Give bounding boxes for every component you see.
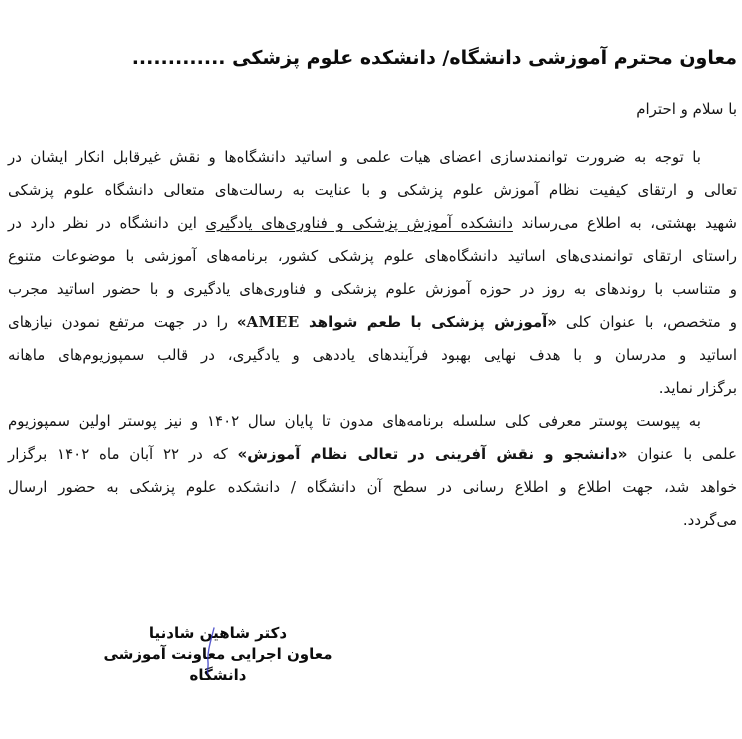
paragraph [8, 141, 737, 405]
text-segment: به پیوست پوستر معرفی کلی سلسله برنامه‌های مدون تا پایان سال ۱۴۰۲ و نیز پوستر اولین سمپوزیوم [8, 412, 701, 430]
text-segment: که در ۲۲ آبان ماه ۱۴۰۲ برگزار [8, 445, 238, 463]
text-segment: خواهد شد، جهت اطلاع و اطلاع رسانی در سطح آن دانشگاه / دانشکده علوم پزشکی به حضور ارسال [8, 478, 737, 496]
latin-acronym: AMEE [246, 313, 300, 331]
text-segment: را در جهت مرتفع نمودن نیازهای [8, 313, 237, 331]
text-line [8, 240, 737, 273]
text-line [8, 504, 737, 537]
text-line [8, 339, 737, 372]
text-line [8, 207, 737, 240]
signatory-role: معاون اجرایی معاونت آموزشی دانشگاه [103, 645, 333, 684]
text-segment: راستای ارتقای توانمندی‌های اساتید دانشگاه‌های علوم پزشکی کشور، برنامه‌های آموزشی با موضوعات متنوع [8, 247, 737, 265]
text-line [8, 438, 737, 471]
signatory-name: دکتر شاهین شادنیا [148, 624, 288, 642]
text-segment: این دانشگاه در نظر دارد در [8, 214, 206, 232]
text-line [8, 306, 737, 339]
text-segment: و متناسب با روندهای به روز در حوزه آموزش علوم پزشکی و فناوری‌های یادگیری و با حضور اساتید مجرب [8, 280, 737, 298]
bold-text: «دانشجو و نقش آفرینی در تعالی نظام آموزش» [237, 445, 628, 463]
text-segment: و متخصص، با عنوان کلی [556, 313, 737, 331]
text-line [8, 141, 737, 174]
text-segment: با توجه به ضرورت توانمندسازی اعضای هیات علمی و اساتید دانشگاه‌ها و نقش غیرقابل انکار ایشان در [8, 148, 701, 166]
signature-block [92, 623, 344, 686]
letter-title: معاون محترم آموزشی دانشگاه/ دانشکده علوم پزشکی ............. [131, 47, 737, 69]
letter-body [8, 141, 737, 537]
text-segment: می‌گردد. [682, 511, 737, 529]
text-segment: علمی با عنوان [627, 445, 737, 463]
bold-text: » [236, 313, 247, 331]
text-segment: اساتید و مدرسان و با هدف نهایی بهبود فرآیندهای یاددهی و یادگیری، در قالب سمپوزیوم‌های ماهانه [8, 346, 737, 364]
text-segment: برگزار نماید. [658, 379, 737, 397]
text-segment: شهید بهشتی، به اطلاع می‌رساند [512, 214, 737, 232]
text-line [8, 372, 737, 405]
text-line [8, 273, 737, 306]
paragraph [8, 405, 737, 537]
bold-text: «آموزش پزشکی با طعم شواهد [299, 313, 557, 331]
text-line [8, 174, 737, 207]
text-line [8, 405, 737, 438]
text-segment: تعالی و ارتقای کیفیت نظام آموزش علوم پزشکی و با عنایت به رسالت‌های متعالی دانشگاه علوم پزشکی [8, 181, 737, 199]
underlined-text: دانشکده آموزش پزشکی و فناوری‌های یادگیری [205, 214, 513, 232]
salutation: با سلام و احترام [636, 100, 737, 118]
text-line [8, 471, 737, 504]
